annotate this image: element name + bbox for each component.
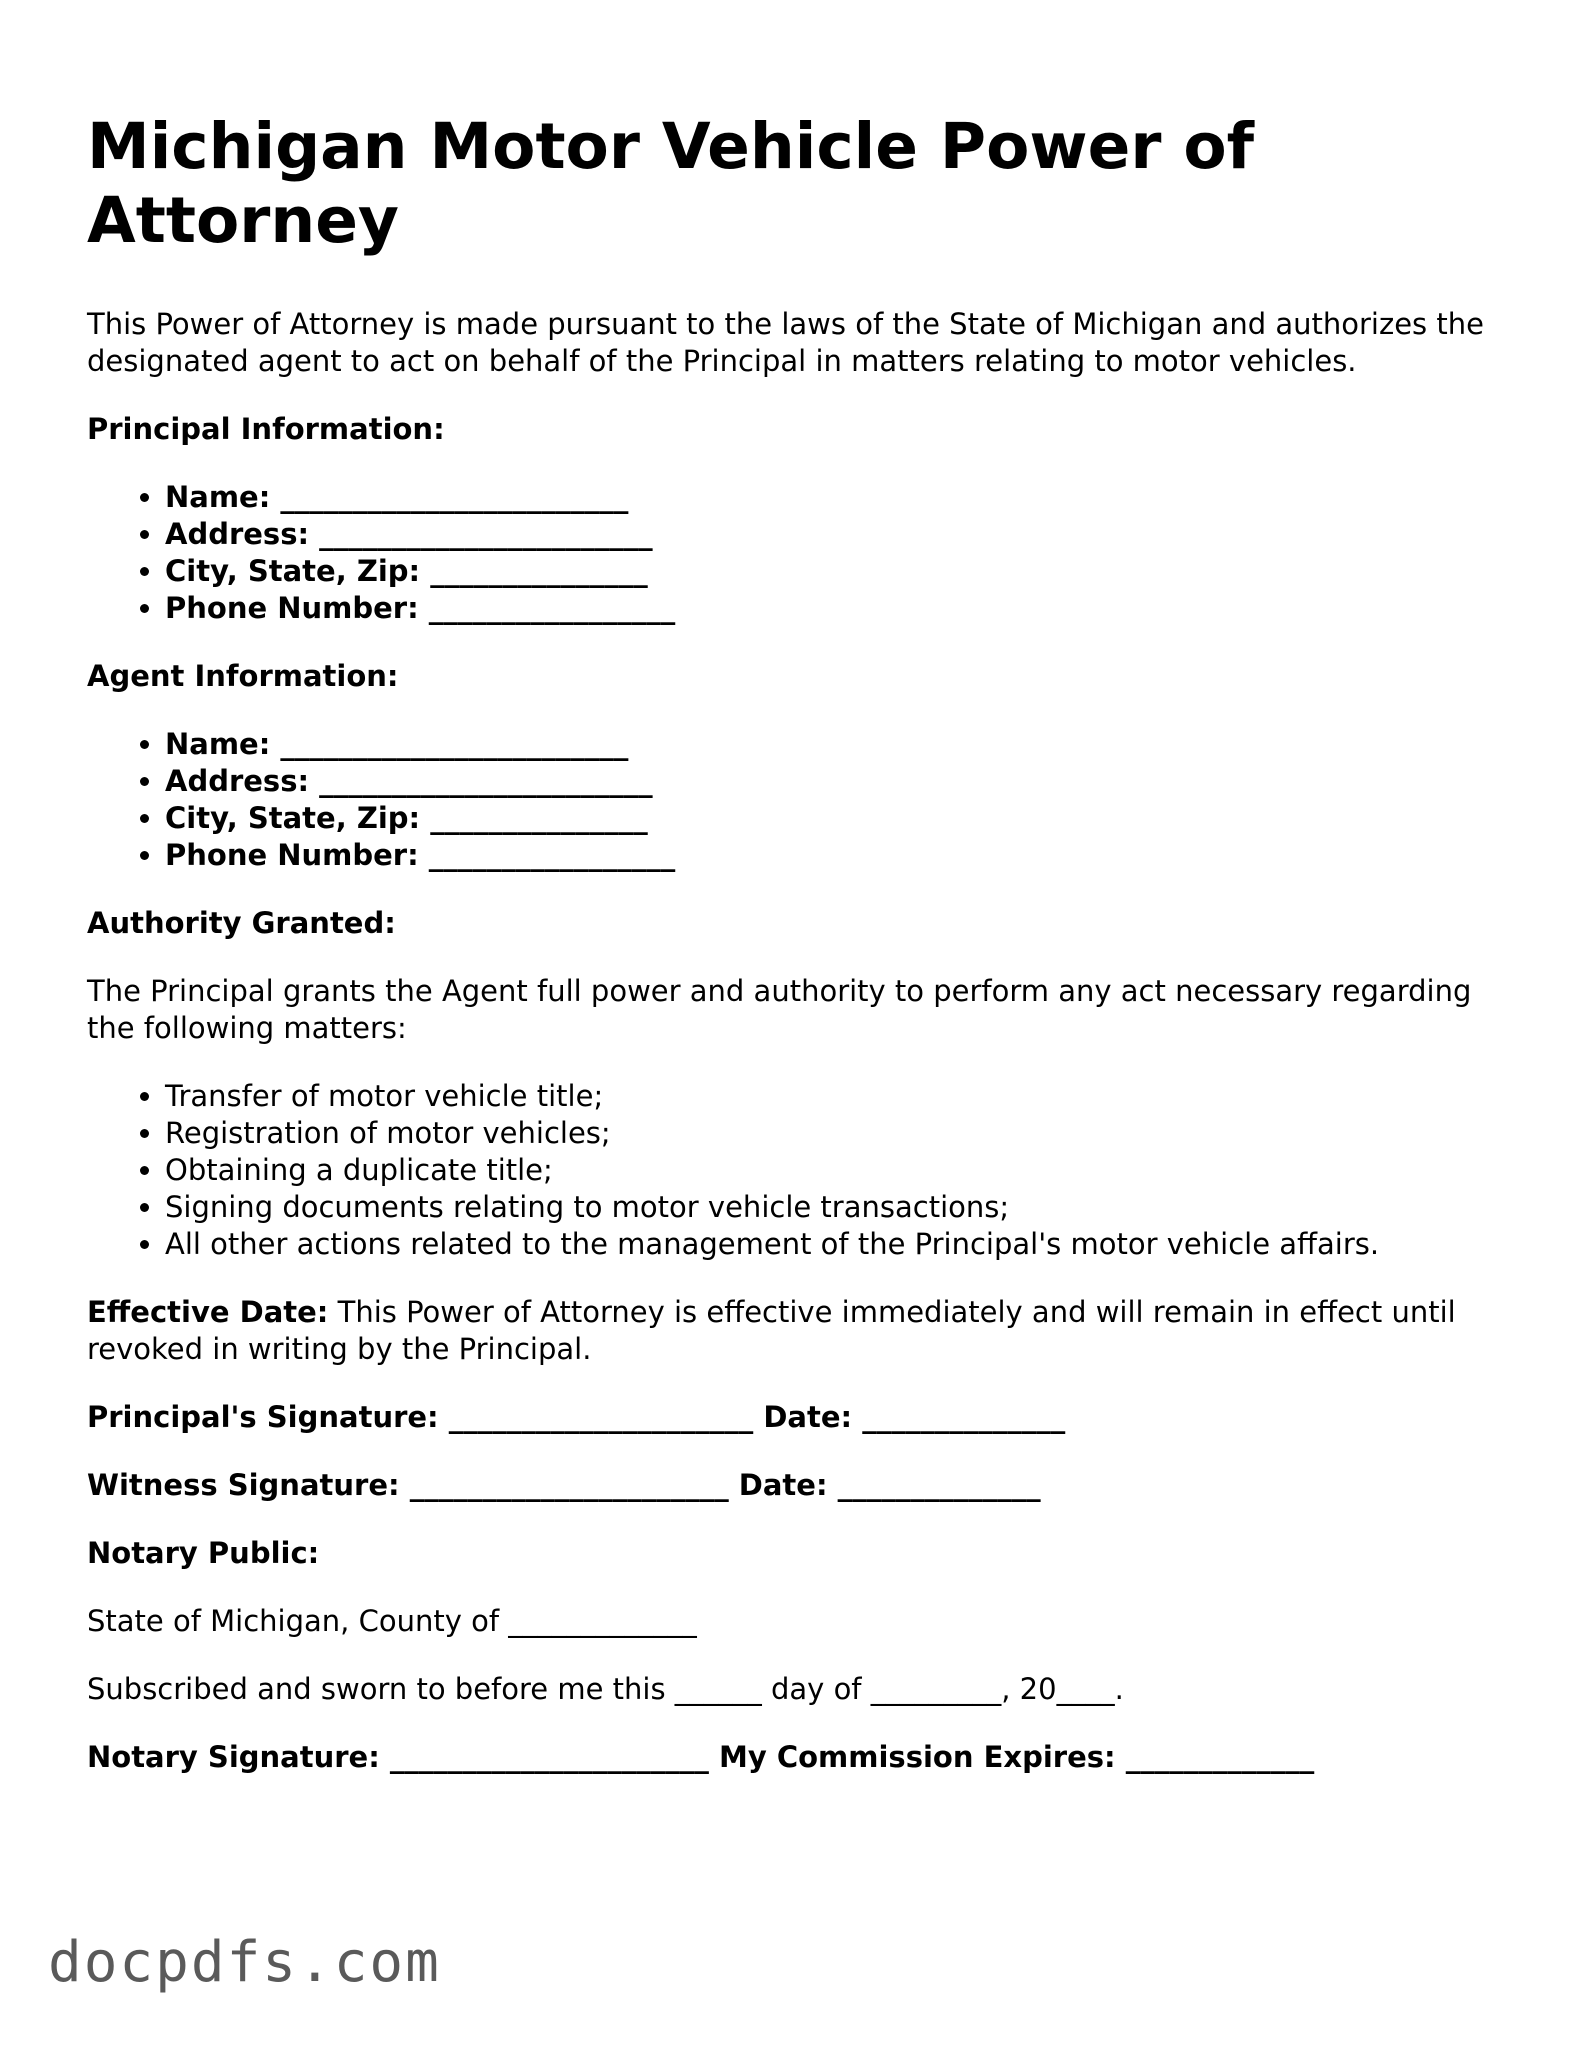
notary-heading: Notary Public: [87,1536,320,1570]
effective-date-text: This Power of Attorney is effective immediately and will remain in effect until revoked in writing by the Principal. [87,1295,1456,1366]
agent-heading: Agent Information: [87,659,399,693]
authority-list [87,1078,1507,1263]
effective-date-label: Effective Date: [87,1295,329,1329]
document-title: Michigan Motor Vehicle Power of Attorney [87,110,1255,257]
authority-item: • Transfer of motor vehicle title; [165,1078,1507,1115]
authority-item: • Registration of motor vehicles; [165,1115,1507,1152]
authority-paragraph: The Principal grants the Agent full power and authority to perform any act necessary regarding the following matters: [87,974,1472,1045]
notary-county-line: State of Michigan, County of _____________ [87,1604,697,1638]
authority-heading: Authority Granted: [87,906,396,940]
agent-address-field: • Address: _______________________ [165,763,1507,800]
agent-fields [87,726,1507,874]
principal-signature-line: Principal's Signature: _____________________ Date: ______________ [87,1400,1066,1434]
watermark-text: docpdfs.com [48,1930,441,1995]
witness-signature-line: Witness Signature: ______________________ Date: ______________ [87,1468,1041,1502]
principal-heading: Principal Information: [87,412,445,446]
principal-address-field: • Address: _______________________ [165,516,1507,553]
agent-phone-field: • Phone Number: _________________ [165,837,1507,874]
authority-item: • Signing documents relating to motor vehicle transactions; [165,1189,1507,1226]
document-body [87,110,1507,1807]
intro-paragraph: This Power of Attorney is made pursuant to the laws of the State of Michigan and authorizes the designated agent to act on behalf of the Principal in matters relating to motor vehicles. [87,307,1484,378]
notary-signature-line: Notary Signature: ______________________ My Commission Expires: _____________ [87,1740,1315,1774]
authority-item: • Obtaining a duplicate title; [165,1152,1507,1189]
principal-name-field: • Name: ________________________ [165,479,1507,516]
agent-name-field: • Name: ________________________ [165,726,1507,763]
notary-sworn-line: Subscribed and sworn to before me this ______ day of _________, 20____. [87,1672,1124,1706]
agent-city-state-zip-field: • City, State, Zip: _______________ [165,800,1507,837]
authority-item: • All other actions related to the management of the Principal's motor vehicle affairs. [165,1226,1507,1263]
principal-fields [87,479,1507,627]
effective-date-paragraph [87,1294,1507,1368]
principal-phone-field: • Phone Number: _________________ [165,590,1507,627]
principal-city-state-zip-field: • City, State, Zip: _______________ [165,553,1507,590]
